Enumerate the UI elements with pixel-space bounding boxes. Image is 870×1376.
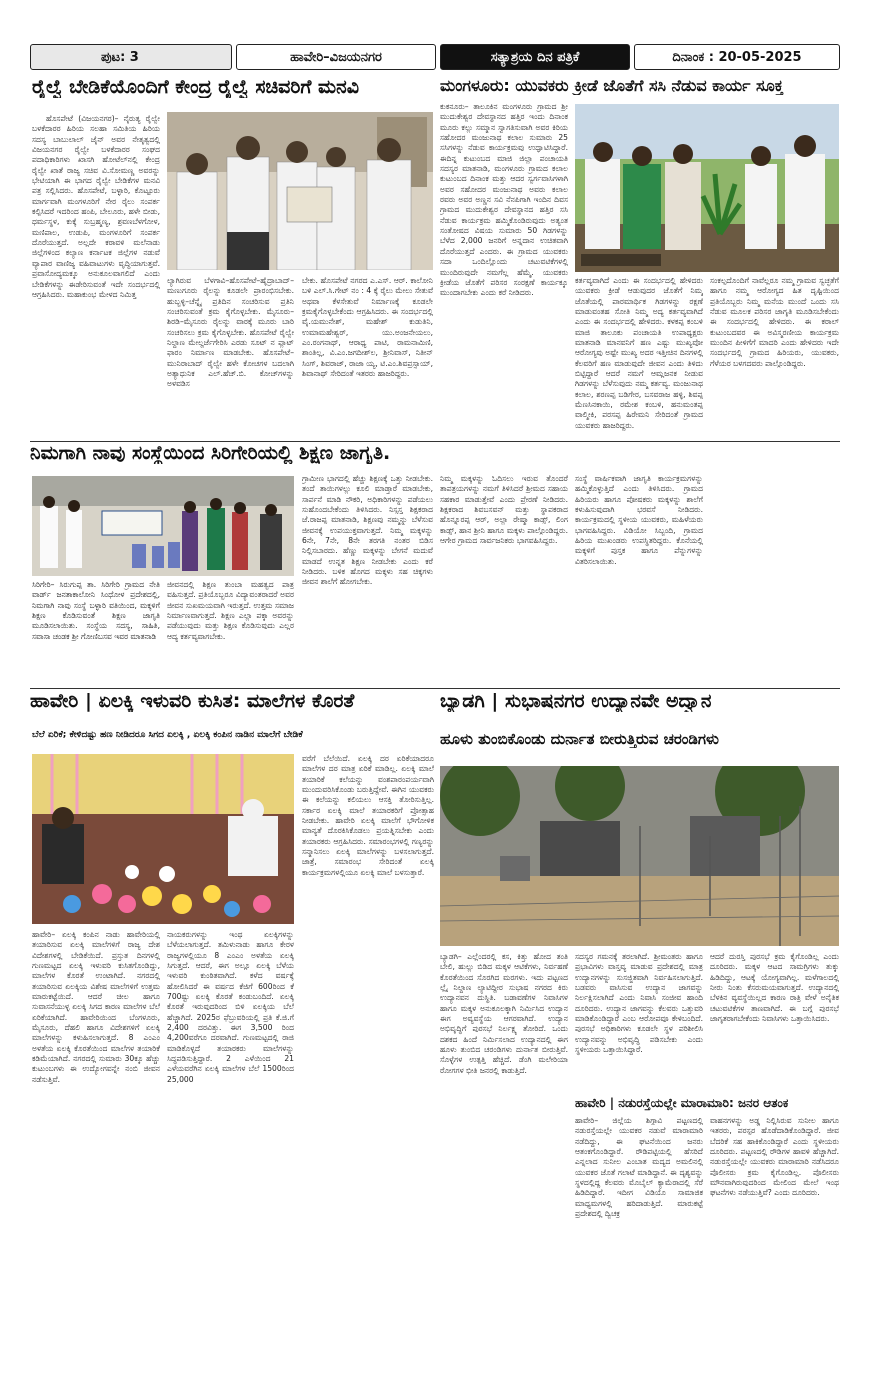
- railway-col-1: ಹೊಸಪೇಟೆ (ವಿಜಯನಗರ)– ನೈರುತ್ಯ ರೈಲ್ವೇ ಬಳಕೆದಾರರ ಹಿರಿಯ ಸಲಹಾ ಸಮಿತಿಯ ಹಿರಿಯ ಸದಸ್ಯ ಬಾಬುಲಾಲ್ ಜೈನ್ ಅವರ ನೇತೃತ್ವದಲ್ಲಿ ವಿಜಯನಗರ ರೈಲ್ವೇ ಬಳಕೆದಾರರ ಸಂಘದ ಪದಾಧಿಕಾರಿಗಳು ಖಾಸಗಿ ಹೋಟೆಲ್‌ನಲ್ಲಿ ಕೇಂದ್ರ ರೈಲ್ವೇ ಖಾತೆ ರಾಜ್ಯ ಸಚಿವ ವಿ.ಸೋಮಣ್ಣ ಅವರನ್ನು ಭೇಟಿಯಾಗಿ ಈ ಭಾಗದ ರೈಲ್ವೇ ಬೇಡಿಕೆಗಳ ಮನವಿ ಪತ್ರ ಸಲ್ಲಿಸಿದರು. ಹೊಸಪೇಟೆ, ಬಳ್ಳಾರಿ, ಕೊಟ್ಟೂರು ಮಾರ್ಗವಾಗಿ ಮಂಗಳೂರಿಗೆ ನೇರ ರೈಲು ಸಂಪರ್ಕ ಕಲ್ಪಿಸಿದರೆ ಇದರಿಂದ ಹಂಪಿ, ಬೇಲೂರು, ಹಳೇ ಬೀಡು, ಧರ್ಮಸ್ಥಳ, ಕುಕ್ಕೆ ಸುಬ್ರಹ್ಮಣ್ಯ, ಶ್ರವಣಬೆಳಗೋಳ, ಮಣಿಪಾಲ, ಉಡುಪಿ, ಮಂಗಳೂರಿಗೆ ಸಂಪರ್ಕ ದೊರೆಯುತ್ತದೆ. ಅಲ್ಲದೇ ಕರಾವಳಿ ಮಲೆನಾಡು ಜಿಲ್ಲೆಗಳಿಂದ ಕಲ್ಯಾಣ ಕರ್ನಾಟಕ ಜಿಲ್ಲೆಗಳ ನಡುವೆ ವ್ಯಾಪಾರ ವಾಣಿಜ್ಯ ವಹಿವಾಟುಗಳು ವೃದ್ಧಿಯಾಗುತ್ತವೆ. ಪ್ರವಾಸೋದ್ಯಮಕ್ಕೂ ಅನುಕೂಲವಾಗಲಿದೆ ಎಂದು ಬೇಡಿಕೆಗಳನ್ನು ಈಡೇರಿಸುವಂತೆ ಇದೇ ಸಂದರ್ಭದಲ್ಲಿ ಆಗ್ರಹಿಸಿದರು. ಮಹಾಕುಂಭ ಮೇಳದ ನಿಮಿತ್ತ: [32, 114, 160, 299]
- education-caption: ಸಿರಿಗೇರಿ– ಸಿರುಗುಪ್ಪ ತಾ. ಸಿರಿಗೇರಿ ಗ್ರಾಮದ ನೇತಿ ವಾರ್ಡ್ ಜನತಾಕಾಲೋನಿ ಸಿಂಧೋಳ ಪ್ರದೇಶದಲ್ಲಿ, ನಿಮಗಾಗಿ ನಾವು ಸಂಸ್ಥೆ ಬಳ್ಳಾರಿ ವತಿಯಿಂದ, ಮಕ್ಕಳಿಗೆ ಶಿಕ್ಷಣ ಕೊಡಿಸುವಂತೆ ಶಿಕ್ಷಣ ಜಾಗೃತಿ ಮೂಡಿಸಲಾಯಿತು. ಸಂಸ್ಥೆಯ ಸದಸ್ಯ, ಸಾಹಿತಿ, ಸವಾಸಾ ಚಂಡಕ ಶ್ರೀ ಗೋಣಿಬಸವ ಇವರ ಮಾತನಾಡಿ: [32, 580, 160, 641]
- railway-photo-illustration: [167, 112, 433, 270]
- issue-date: ದಿನಾಂಕ : 20-05-2025: [634, 44, 840, 70]
- education-col-4: ಸಂಸ್ಥೆ ವಾರ್ಷಿಕವಾಗಿ ಜಾಗೃತಿ ಕಾರ್ಯಕ್ರಮಗಳನ್ನು ಹಮ್ಮಿಕೊಳ್ಳುತ್ತಿದೆ ಎಂದು ತಿಳಿಸಿದರು. ಗ್ರಾಮದ ಹಿರಿಯರು ಹಾಗೂ ಪೋಷಕರು ಮಕ್ಕಳನ್ನು ಶಾಲೆಗೆ ಕಳುಹಿಸುವುದಾಗಿ ಭರವಸೆ ನೀಡಿದರು. ಕಾರ್ಯಕ್ರಮದಲ್ಲಿ ಸ್ಥಳೀಯ ಯುವಕರು, ಮಹಿಳೆಯರು ಭಾಗವಹಿಸಿದ್ದರು. ವಿಡಿಯೋ ಸಿಬ್ಬಂದಿ, ಗ್ರಾಮದ ಹಿರಿಯ ಮುಖಂಡರು ಉಪಸ್ಥಿತರಿದ್ದರು. ಕೊನೆಯಲ್ಲಿ ಮಕ್ಕಳಿಗೆ ಪುಸ್ತಕ ಹಾಗೂ ಪೆನ್ನುಗಳನ್ನು ವಿತರಿಸಲಾಯಿತು.: [575, 474, 703, 566]
- education-col-3: ನಿಮ್ಮ ಮಕ್ಕಳನ್ನು ಓದಿಸಲು ಇರುವ ತೊಂದರೆ ತಾಪತ್ರಯಗಳನ್ನು ನಮಗೆ ತಿಳಿಸಿದರೆ ಶ್ರೀಮದ ಸಹಾಯ ಸಹಕಾರ ಮಾಡುತ್ತೇವೆ ಎಂದು ಪ್ರೇರಣೆ ನೀಡಿದರು. ಶಿಕ್ಷಕರಾದ ಶಿವಬಸವನ್ ಮತ್ತು ಸ್ಥಾಪಕರಾದ ಹೊನ್ನೂರಪ್ಪ ಆರ್, ಅಲ್ಲಾ ರೇಷ್ಮಾ ಕಾಡ್ಸ್, ಲಿಂಗ ಕಾಡ್ಸ್, ಹಾನ ಶ್ರೀನಿ ಹಾಗೂ ಮಕ್ಕಳು ಪಾಲ್ಗೊಂಡಿದ್ದರು. ಆಗೇರ ಗ್ರಾಮದ ಸಾರ್ವಜನಿಕರು ಭಾಗವಹಿಸಿದ್ದರು.: [440, 474, 568, 546]
- flowers-photo: [32, 754, 294, 924]
- byadagi-col-2: ಸದಸ್ಯರ ಗಮನಕ್ಕೆ ತರಲಾಗಿದೆ. ಶ್ರೀಮಂತರು ಹಾಗೂ ಪ್ರಭಾವಿಗಳು ವಾಸ್ತವ್ಯ ಮಾಡುವ ಪ್ರದೇಶದಲ್ಲಿ ಮಾತ್ರ ಉದ್ಯಾನಗಳನ್ನು ಸುಸಜ್ಜಿತವಾಗಿ ನಿರ್ವಹಿಸಲಾಗುತ್ತಿದೆ. ಬಡವರು ವಾಸಿಸುವ ಉದ್ಯಾನ ಜಾಗವನ್ನು ನಿರ್ಲಕ್ಷಿಸಲಾಗಿದೆ ಎಂದು ನಿವಾಸಿ ಸಂಜೀವ ಹಾಂದಿ ದೂರಿದರು. ಉದ್ಯಾನ ಜಾಗವನ್ನು ಕೆಲವರು ಒತ್ತುವರಿ ಮಾಡಿಕೊಂಡಿದ್ದಾರೆ ಎಂಬ ಆರೋಪವೂ ಕೇಳಿಬಂದಿದೆ. ಪುರಸಭೆ ಅಧಿಕಾರಿಗಳು ಕೂಡಲೇ ಸ್ಥಳ ಪರಿಶೀಲಿಸಿ ಉದ್ಯಾನವನ್ನು ಅಭಿವೃದ್ಧಿ ಪಡಿಸಬೇಕು ಎಂದು ಸ್ಥಳೀಯರು ಒತ್ತಾಯಿಸಿದ್ದಾರೆ.: [575, 952, 703, 1055]
- mangaluru-col-2: ಕರ್ತವ್ಯವಾಗಿದೆ ಎಂದು ಈ ಸಂದರ್ಭದಲ್ಲಿ ಹೇಳಿದರು ಯುವಕರು ಕ್ರೀಡೆ ಆಡುವುದರ ಜೊತೆಗೆ ನಿಮ್ಮ ಜೊತೆಯಲ್ಲಿ ಪಾರಮಾರ್ಥಿಕ ಗಿಡಗಳನ್ನು ರಕ್ಷಣೆ ಮಾಡುವಂತಹ ಸೋತಿ ನಿಮ್ಮ ಅದ್ಯ ಕರ್ತವ್ಯವಾಗಿದೆ ಎಂದು ಈ ಸಂದರ್ಭದಲ್ಲಿ ಹೇಳಿದರು. ಕಳಕಪ್ಪ ಕಂಬಳಿ ಮಾಜಿ ತಾಲೂಕು ಪಂಚಾಯತಿ ಉಪಾಧ್ಯಕ್ಷರು ಮಾತನಾಡಿ ಮಾನವನಿಗೆ ಹಣ ಎಷ್ಟು ಮುಖ್ಯವೋ ಆರೋಗ್ಯವು ಅಷ್ಟೇ ಮುಖ್ಯ ಅದರ ಇತ್ತೀಚಿನ ದಿನಗಳಲ್ಲಿ ಕೆಲವರಿಗೆ ಹಣ ಮಾಡುವುದೇ ಜೀವನ ಎಂದು ತಿಳಿದು ಬಿಟ್ಟಿದ್ದಾರೆ ಆದರೆ ನಮಗೆ ಆಮ್ಲಜನಕ ನೀಡುವ ಗಿಡಗಳನ್ನು ಬೆಳೆಸುವುದು ನಮ್ಮ ಕರ್ತವ್ಯ. ಮಂಜುನಾಥ ಕಲಾಲ, ಶರಣಪ್ಪ ಬಡಿಗೇರ, ಬಸವರಾಜ ಹಳ್ಳಿ, ಶಿವಪ್ಪ ಮೆಣಸಿನಕಾಯಿ, ರಮೇಶ ಕಂಬಳಿ, ಹನುಮಂತಪ್ಪ ವಾಲ್ಮೀಕಿ, ಪರಸಪ್ಪ ಹಿರೇಮನಿ ಸೇರಿದಂತೆ ಗ್ರಾಮದ ಯುವಕರು ಹಾಜರಿದ್ದರು.: [575, 276, 703, 430]
- byadagi-photo-illustration: [440, 766, 839, 946]
- shiggaon-headline: ಹಾವೇರಿ | ನಡುರಸ್ತೆಯಲ್ಲೇ ಮಾರಾಮಾರಿ: ಜನರ ಆತಂಕ: [575, 1096, 789, 1110]
- education-col-2: ಗ್ರಾಮೀಣ ಭಾಗದಲ್ಲಿ ಹೆಚ್ಚು ಶಿಕ್ಷಣಕ್ಕೆ ಒತ್ತು ನೀಡಬೇಕು. ತಂದೆ ತಾಯಿಗಳಲ್ಲು ಕೂಲಿ ಮಾಡ್ತಾರೆ ಮಾಡಬೇಕು, ಸಾರ್ಪನೆ ಮಾಡಿ ನೌಕರಿ, ಅಧಿಕಾರಿಗಳನ್ನು ಪಡೆಯಲು ಸುಹೊಂದಬೇಕೆಂದು ತಿಳಿಸಿದರು. ನಿಸ್ಸಸ್ತ ಶಿಕ್ಷಕರಾದ ಜೆ.ರಾಜಪ್ಪ ಮಾತನಾಡಿ, ಶಿಕ್ಷಣವು ನಮ್ಮನ್ನು ಬೆಳೆಸುವ ಜೀವನಕ್ಕೆ ಉಪಯುಕ್ತವಾಗುತ್ತದೆ. ನಿಮ್ಮ ಮಕ್ಕಳನ್ನು 6ನೇ, 7ನೇ, 8ನೇ ತರಗತಿ ನಂತರ ಬಿಡಿಸ ನಿಲ್ಲಿಸಬಾರದು. ಹೆಣ್ಣು ಮಕ್ಕಳನ್ನು ಬೇಗನೆ ಮದುವೆ ಮಾಡದೆ ಉನ್ನತ ಶಿಕ್ಷಣ ನೀಡಬೇಕು ಎಂದು ಕರೆ ನೀಡಿದರು. ಬಳಿಕ ಹೊಗದ ಮಕ್ಕಳು ಸಹ ಚಿಕ್ಕಗಳು ಜೀವನ ಶಾಲೆಗೆ ಹೋಗಬೇಕು.: [302, 474, 433, 587]
- mangaluru-headline: ಮಂಗಳೂರು: ಯುವಕರು ಕ್ರೀಡೆ ಜೊತೆಗೆ ಸಸಿ ನೆಡುವ ಕಾರ್ಯ ಸೂಕ್ತ: [440, 78, 784, 95]
- flowers-col-1: ಹಾವೇರಿ– ಏಲಕ್ಕಿ ಕಂಪಿನ ನಾಡು ಹಾವೇರಿಯಲ್ಲಿ ತಯಾರಿಸುವ ಏಲಕ್ಕಿ ಮಾಲೆಗಳಿಗೆ ರಾಜ್ಯ ದೇಶ ವಿದೇಶಗಳಲ್ಲಿ ಬೇಡಿಕೆಯಿದೆ. ಪ್ರಸ್ತುತ ದಿನಗಳಲ್ಲಿ ಗುಣಮಟ್ಟದ ಏಲಕ್ಕಿ ಇಳುವರಿ ಕುಸಿತಗೊಂಡಿದ್ದು, ಮಾಲೆಗಳ ಕೊರತೆ ಉಂಟಾಗಿದೆ. ನಗರದಲ್ಲಿ ತಯಾರಿಸುವ ಏಲಕ್ಕಿಯ ವಿಶೇಷ ಮಾಲೆಗಳಿಗೆ ಉತ್ತಮ ಮಾರುಕಟ್ಟೆಯಿದೆ. ಆದರೆ ಚೀಲ ಹಾಗೂ ಸುವಾಸನೆಯುಳ್ಳ ಏಲಕ್ಕಿ ಸಿಗದ ಕಾರಣ ಮಾಲೆಗಳ ಬೆಲೆ ಏರಿಕೆಯಾಗಿದೆ. ಹಾವೇರಿಯಿಂದ ಬೆಂಗಳೂರು, ಮೈಸೂರು, ದೆಹಲಿ ಹಾಗೂ ವಿದೇಶಗಳಿಗೆ ಏಲಕ್ಕಿ ಮಾಲೆಗಳನ್ನು ಕಳುಹಿಸಲಾಗುತ್ತದೆ. 8 ಎಂಎಂ ಅಳತೆಯ ಏಲಕ್ಕಿ ಕೊರತೆಯಿಂದ ಮಾಲೆಗಳ ತಯಾರಿಕೆ ಕಡಿಮೆಯಾಗಿದೆ. ನಗರದಲ್ಲಿ ಸುಮಾರು 30ಕ್ಕೂ ಹೆಚ್ಚು ಕುಟುಂಬಗಳು ಈ ಉದ್ಯೋಗವನ್ನೇ ನಂಬಿ ಜೀವನ ನಡೆಸುತ್ತಿವೆ.: [32, 930, 160, 1084]
- page-number: ಪುಟ: 3: [30, 44, 232, 70]
- education-photo: [32, 476, 294, 576]
- flowers-photo-illustration: [32, 754, 294, 924]
- railway-col-3: ಬೇಕು. ಹೊಸಪೇಟೆ ನಗರದ ಎ.ಎಸ್. ಆರ್. ಕಾಲೋನಿ ಬಳಿ ಎಲ್.ಸಿ.ಗೇಟ್ ನಂ : 4 ಕ್ಕೆ ರೈಲು ಮೇಲು ಸೇತುವೆ ಅಥವಾ ಕೆಳಸೇತುವೆ ನಿರ್ಮಾಣಕ್ಕೆ ಕೂಡಲೇ ಕ್ರಮಕೈಗೊಳ್ಳಬೇಕೆಂದು ಆಗ್ರಹಿಸಿದರು. ಈ ಸಂದರ್ಭದಲ್ಲಿ ವೈ.ಯಮುನೇಶ್, ಮಹೇಶ್ ಕುಡುತಿನಿ, ಉಮಾಮಹೇಶ್ವರ್, ಯು.ಅಂಜನೇಯಲು, ಎಂ.ರಂಗನಾಥ್, ಆರಾಧ್ಯ ಪಾಟಿ, ರಾಮನಾಮಿಣಿ, ಶಾಂತಿಲ್ಲ, ವಿ.ಎಂ.ಜಗದೀಶ್‌ಲ, ಶ್ರೀನಿವಾಸ್, ನಿತೀನ್ ಸಿಂಗ್, ಶಿವರಾಜ್, ರಾಜಾ ಯ್ಯ, ಟಿ.ಎಂ.ಶಿವಪ್ರಸ್ಸಾಯ್, ಶಿವಾನಾಥ್ ಸೇರಿದಂತೆ ಇತರರು ಹಾಜರಿದ್ದರು.: [302, 276, 433, 379]
- railway-headline: ರೈಲ್ವೆ ಬೇಡಿಕೆಯೊಂದಿಗೆ ಕೇಂದ್ರ ರೈಲ್ವೆ ಸಚಿವರಿಗೆ ಮನವಿ: [32, 78, 359, 98]
- byadagi-headline: ಬ್ಯಾಡಗಿ | ಸುಭಾಷನಗರ ಉದ್ಯಾನವೇ ಅದ್ವಾನ: [440, 692, 712, 712]
- flowers-headline: ಹಾವೇರಿ | ಏಲಕ್ಕಿ ಇಳುವರಿ ಕುಸಿತ: ಮಾಲೆಗಳ ಕೊರತೆ: [30, 692, 355, 712]
- mangaluru-photo: [575, 104, 839, 272]
- shiggaon-col-2: ವಾಹನಗಳನ್ನು ಅಡ್ಡ ನಿಲ್ಲಿಸಿರುವ ಸುನೀಲ ಹಾಗೂ ಇತರರು, ಪರಸ್ಪರ ಹೊಡೆದಾಡಿಕೊಂಡಿದ್ದಾರೆ. ಜೀವ ಬೆದರಿಕೆ ಸಹ ಹಾಕಿಕೊಂಡಿದ್ದಾರೆ ಎಂದು ಸ್ಥಳೀಯರು ದೂರಿದರು. ಪಟ್ಟಣದಲ್ಲಿ ರೌಡಿಗಳ ಹಾವಳಿ ಹೆಚ್ಚಾಗಿದೆ. ನಡುರಸ್ತೆಯಲ್ಲೇ ಯುವಕರು ಮಾರಾಮಾರಿ ನಡೆಸಿದರೂ ಪೊಲೀಸರು ಕ್ರಮ ಕೈಗೊಂಡಿಲ್ಲ. ಪೊಲೀಸರು ಮೌನವಾಗಿರುವುದರಿಂದ ಮೇಲಿಂದ ಮೇಲೆ ಇಂಥ ಘಟನೆಗಳು ನಡೆಯುತ್ತಿವೆ? ಎಂದು ದೂರಿದರು.: [710, 1116, 839, 1198]
- byadagi-col-3: ಆದರೆ ದುರಸ್ತಿ ಪುರಸಭೆ ಕ್ರಮ ಕೈಗೊಂಡಿಲ್ಲ ಎಂದು ದೂರಿದರು. ಮಕ್ಕಳ ಆಟದ ಸಾಮಗ್ರಿಗಳು ತುಕ್ಕು ಹಿಡಿದಿದ್ದು, ಆಟಕ್ಕೆ ಯೋಗ್ಯವಾಗಿಲ್ಲ. ಮಳೆಗಾಲದಲ್ಲಿ ನೀರು ನಿಂತು ಕೆಸರುಮಯವಾಗುತ್ತದೆ. ಉದ್ಯಾನದಲ್ಲಿ ಬೆಳಕಿನ ವ್ಯವಸ್ಥೆಯಿಲ್ಲದ ಕಾರಣ ರಾತ್ರಿ ವೇಳೆ ಅನೈತಿಕ ಚಟುವಟಿಕೆಗಳ ತಾಣವಾಗಿದೆ. ಈ ಬಗ್ಗೆ ಪುರಸಭೆ ಜಾಗೃತರಾಗಬೇಕೆಂದು ನಿವಾಸಿಗಳು ಒತ್ತಾಯಿಸಿದರು.: [710, 952, 839, 1024]
- mangaluru-col-1: ಕುಕನೂರು– ತಾಲೂಕಿನ ಮಂಗಳೂರು ಗ್ರಾಮದ ಶ್ರೀ ಮುದುಕೇಶ್ವರ ದೇವಸ್ಥಾನದ ಹತ್ತಿರ ಇಂದು ದಿನಾಂಕ ಮೂರು ಕಲ್ಲು ಸಮ್ಮಾನ ಸ್ವಾಗತಿಸುವಾಗಿ ಅವರ ಕಿರಿಯ ಸಹೋದರ ಮಂಜುನಾಥ ಕಲಾಲ ಸುಮಾರು 25 ಸಸಿಗಳನ್ನು ನೆಡುವ ಕಾರ್ಯಕ್ರಮವು ಉದ್ಘಾಟಿಸಿದ್ದಾರೆ. ಈದಿನ್ನ ಕುಟುಂಬದ ಮಾಜಿ ಜಿಲ್ಲಾ ಪಂಚಾಯತಿ ಸದಸ್ಯರ ಮಾತನಾಡಿ, ಮಂಗಳೂರು ಗ್ರಾಮದ ಕಲಾಲ ಕುಟುಂಬದ ದಿನಾಂಕ ಮತ್ತು ಆದರ ಸ್ವರ್ಗವಾಸಿಗಳಾಗಿ ಅವರ ಸಹೋದರ ಮಂಜುನಾಥ ಅವರು ಕಲಾಲ ರವರು ಅವರ ಅಣ್ಣನ ಸವಿ ನೆನಪಿಗಾಗಿ ಇಂದಿನ ದಿವಸ ಗ್ರಾಮದ ಮುದುಕೇಶ್ವರ ದೇವಸ್ಥಾನದ ಹತ್ತಿರ ಸಸಿ ನೆಡುವ ಕಾರ್ಯಕ್ರಮ ಹಮ್ಮಿಕೊಂಡಿರುವುದು ಅತ್ಯಂತ ಸಂತೋಷದ ವಿಷಯ ಸುಮಾರು 50 ಗಿಡಗಳನ್ನು ಬೆಳೆದ 2,000 ಜನರಿಗೆ ಅನ್ನದಾನ ಉಚಿತವಾಗಿ ದೊರೆಯುತ್ತದೆ ಎಂದರು. ಈ ಗ್ರಾಮದ ಯುವಕರು ಸದಾ ಒಂದಿಲ್ಲೊಂದು ಚಟುವಟಿಕೆಗಳಲ್ಲಿ ಮುಂದಿರುವುದೇ ನಮಗೆಲ್ಲ ಹೆಮ್ಮೆ. ಯುವಕರು ಕ್ರೀಡೆಯ ಜೊತೆಗೆ ಪರಿಸರ ಸಂರಕ್ಷಣೆ ಕಾರ್ಯಕ್ಕೂ ಮುಂದಾಗಬೇಕು ಎಂದು ಕರೆ ನೀಡಿದರು.: [440, 102, 568, 298]
- flowers-col-2: ನಾಯಕರುಗಳನ್ನು ಇಂಥ ಏಲಕ್ಕಿಗಳನ್ನು ಬೆಳೆಯಲಾಗುತ್ತದೆ. ತಮಿಳುನಾಡು ಹಾಗೂ ಕೇರಳ ರಾಜ್ಯಗಳಲ್ಲಿಯೂ 8 ಎಂಎಂ ಅಳತೆಯ ಏಲಕ್ಕಿ ಸಿಗುತ್ತದೆ. ಆದರೆ, ಈಗ ಅಲ್ಲೂ ಏಲಕ್ಕಿ ಬೆಳೆಯ ಇಳುವರಿ ಕುಂಠಿತವಾಗಿದೆ. ಕಳೆದ ವರ್ಷಕ್ಕೆ ಹೋಲಿಸಿದರೆ ಈ ವರ್ಷದ ಕೆಜಿಗೆ 600ರಿಂದ ಕೆ 700ಷ್ಟು ಏಲಕ್ಕಿ ಕೊರತೆ ಕಂಡುಬಂದಿದೆ. ಏಲಕ್ಕಿ ಕೊರತೆ ಇರುವುದರಿಂದ ಬಿಳಿ ಏಲಕ್ಕಿಯ ಬೆಲೆ ಹೆಚ್ಚಾಗಿದೆ. 2025ರ ಫೆಬ್ರುವರಿಯಲ್ಲಿ ಪ್ರತಿ ಕೆ.ಜಿ.ಗೆ 2,400 ದರವಿತ್ತು. ಈಗ 3,500 ರಿಂದ 4,200ವರೆಗೂ ದರವಾಗಿದೆ. ಗುಣಮಟ್ಟದಲ್ಲಿ ರಾಜಿ ಮಾಡಿಕೊಳ್ಳದೆ ತಯಾರಕರು ಮಾಲೆಗಳನ್ನು ಸಿದ್ಧಪಡಿಸುತ್ತಿದ್ದಾರೆ. 2 ಎಳೆಯಿಂದ 21 ಎಳೆಯವರೆಗಿನ ಏಲಕ್ಕಿ ಮಾಲೆಗಳ ಬೆಲೆ 1500ರಿಂದ 25,000: [167, 930, 294, 1084]
- mangaluru-photo-illustration: [575, 104, 839, 272]
- railway-photo: [167, 112, 433, 270]
- flowers-col-3: ವರೆಗೆ ಬೆಲೆಯಿದೆ. ಏಲಕ್ಕಿ ದರ ಏರಿಕೆಯಾದರೂ ಮಾಲೆಗಳ ದರ ಮಾತ್ರ ಏರಿಕೆ ಮಾಡಿಲ್ಲ. ಏಲಕ್ಕಿ ಮಾಲೆ ತಯಾರಿಕೆ ಕಲೆಯನ್ನು ವಂಶಪಾರಂಪರ್ಯವಾಗಿ ಮುಂದುವರಿಸಿಕೊಂಡು ಬರುತ್ತಿದ್ದೇವೆ. ಈಗಿನ ಯುವಕರು ಈ ಕಲೆಯನ್ನು ಕಲಿಯಲು ಆಸಕ್ತಿ ತೋರಿಸುತ್ತಿಲ್ಲ. ಸರ್ಕಾರ ಏಲಕ್ಕಿ ಮಾಲೆ ತಯಾರಕರಿಗೆ ಪ್ರೋತ್ಸಾಹ ನೀಡಬೇಕು. ಹಾವೇರಿ ಏಲಕ್ಕಿ ಮಾಲೆಗೆ ಭೌಗೋಳಿಕ ಮಾನ್ಯತೆ ದೊರಕಿಸಿಕೊಡಲು ಪ್ರಯತ್ನಿಸಬೇಕು ಎಂದು ತಯಾರಕರು ಆಗ್ರಹಿಸಿದರು. ಸಮಾರಂಭಗಳಲ್ಲಿ ಗಣ್ಯರನ್ನು ಸನ್ಮಾನಿಸಲು ಏಲಕ್ಕಿ ಮಾಲೆಗಳನ್ನು ಬಳಸಲಾಗುತ್ತದೆ. ಜಾತ್ರೆ, ಸಮಾರಂಭ ಸೇರಿದಂತೆ ಏಲಕ್ಕಿ ಕಾರ್ಯಕ್ರಮಗಳಲ್ಲಿಯೂ ಏಲಕ್ಕಿ ಮಾಲೆ ಬಳಸುತ್ತಾರೆ.: [302, 754, 434, 877]
- byadagi-subhead: ಹೂಳು ತುಂಬಿಕೊಂಡು ದುರ್ನಾತ ಬೀರುತ್ತಿರುವ ಚರಂಡಿಗಳು: [440, 730, 719, 748]
- newspaper-name: ಸತ್ಯಾಶ್ರಯ ದಿನ ಪತ್ರಿಕೆ: [440, 44, 630, 70]
- railway-col-2: ಲ್ಯಾಗಿರುವ ಬೆಳಗಾವಿ–ಹೊಸಪೇಟೆ–ಹೈದ್ರಾಬಾದ್–ಮಣುಗೂರು ರೈಲನ್ನು ಕೂಡಲೇ ಪ್ರಾರಂಭಿಸಬೇಕು. ಹುಬ್ಬಳ್ಳಿ–ಚೆನ್ನೈ ಪ್ರತಿದಿನ ಸಂಚರಿಸುವ ಪ್ರತಿನಿ ಸಂಚರಿಸುವಂತೆ ಕ್ರಮ ಕೈಗೊಳ್ಳಬೇಕು. ಮೈಸೂರು–ಶಿರಡಿ–ಮೈಸೂರು ರೈಲನ್ನು ವಾರಕ್ಕೆ ಮೂರು ಬಾರಿ ಸಂಚರಿಸಲು ಕ್ರಮ ಕೈಗೊಳ್ಳಬೇಕು. ಹೊಸಪೇಟೆ ರೈಲ್ವೇ ನಿಲ್ದಾಣ ಮೇಲ್ದರ್ಜೆಗೇರಿಸಿ ಎರಡು ಸೂಟ್‌ ನ ಪ್ಲಾಟ್ ಫಾರಂ ನಿರ್ಮಾಣ ಮಾಡಬೇಕು. ಹೊಸಪೇಟೆ–ಮುನಿರಾಬಾದ್ ರೈಲ್ವೇ ಹಳೇ ಕೋಚಗಳ ಬದಲಾಗಿ ಅತ್ಯಾಧುನಿಕ ಎಲ್.ಹೆಚ್.ಬಿ. ಕೋಚ್‌ಗಳನ್ನು ಅಳವಡಿಸ: [167, 276, 294, 389]
- section-divider: [30, 441, 840, 442]
- flowers-subhead: ಬೆಲೆ ಏರಿಕೆ; ಕೇಳಿದಷ್ಟು ಹಣ ನೀಡಿದರೂ ಸಿಗದ ಏಲಕ್ಕಿ , ಏಲಕ್ಕಿ ಕಂಪಿನ ನಾಡಿನ ಮಾಲೆಗೆ ಬೇಡಿಕೆ: [32, 730, 303, 740]
- byadagi-col-1: ಬ್ಯಾಡಗಿ– ಎಲ್ಲೆಂದರಲ್ಲಿ ಕಸ, ಕಿತ್ತು ಹೋದ ತಂತಿ ಬೇಲಿ, ಹುಲ್ಲು ಬಿಡಿದ ಮಕ್ಕಳ ಆಟಿಕೆಗಳು, ನಿರ್ವಹಣೆ ಕೊರತೆಯಿಂದ ಸೊರಗಿದ ಮರಗಳು. ಇದು ಪಟ್ಟಣದ ಲ್ಲೈ ನಿಲ್ದಾಣ ಲ್ಯಾಟಿದ್ದೀರ ಸುಭಾಷ ನಗರದ ಕಿರು ಉದ್ಯಾನವನ ದುಸ್ಥಿತಿ. ಬಡಾವಣೆಗಳ ನಿವಾಸಿಗಳ ಹಾಗೂ ಮಕ್ಕಳ ಅನುಕೂಲಕ್ಕಾಗಿ ನಿರ್ಮಿಸಿದ ಉದ್ಯಾನ ಈಗ ಅವ್ಯವಸ್ಥೆಯ ಆಗರವಾಗಿದೆ. ಉದ್ಯಾನ ಅಭಿವೃದ್ಧಿಗೆ ಪುರಸಭೆ ನಿರ್ಲಕ್ಷ್ಯ ತೋರಿದೆ. ಒಂದು ದಶಕದ ಹಿಂದೆ ನಿರ್ಮಿಸಲಾದ ಉದ್ಯಾನದಲ್ಲಿ ಈಗ ಹೂಳು ತುಂಬಿದ ಚರಂಡಿಗಳು ದುರ್ನಾತ ಬೀರುತ್ತಿವೆ. ಸೊಳ್ಳೆಗಳ ಉತ್ಪತ್ತಿ ಹೆಚ್ಚಿದೆ. ಡೆಂಗಿ ಮಲೇರಿಯಾ ರೋಗಗಳ ಭೀತಿ ಜನರಲ್ಲಿ ಕಾಡುತ್ತಿದೆ.: [440, 952, 568, 1075]
- education-headline: ನಿಮಗಾಗಿ ನಾವು ಸಂಸ್ಥೆಯಿಂದ ಸಿರಿಗೇರಿಯಲ್ಲಿ ಶಿಕ್ಷಣ ಜಾಗೃತಿ.: [30, 444, 391, 464]
- shiggaon-col-1: ಹಾವೇರಿ– ಜಿಲ್ಲೆಯ ಶಿಗ್ಗಾವಿ ಪಟ್ಟಣದಲ್ಲಿ ನಡುರಸ್ತೆಯಲ್ಲೇ ಯುವಕರ ನಡುವೆ ಮಾರಾಮಾರಿ ನಡೆದಿದ್ದು, ಈ ಘಟನೆಯಿಂದ ಜನರು ಆತಂಕಗೊಂಡಿದ್ದಾರೆ. ರೌಡಿಪಟ್ಟಿಯಲ್ಲಿ ಹೆಸರಿದೆ ಎನ್ನಲಾದ ಸುನೀಲ ಎಂಬಾತ ಮದ್ಯದ ಅಮಲಿನಲ್ಲಿ ಯುವಕರ ಜೊತೆ ಗಲಾಟೆ ಮಾಡಿದ್ದಾನೆ. ಈ ದೃಶ್ಯವನ್ನು ಸ್ಥಳದಲ್ಲಿದ್ದ ಕೆಲವರು ಮೊಬೈಲ್ ಕ್ಯಾಮೆರಾದಲ್ಲಿ ಸೆರೆ ಹಿಡಿದಿದ್ದಾರೆ. ಇದೀಗ ವಿಡಿಯೊ ಸಾಮಾಜಿಕ ಮಾಧ್ಯಮಗಳಲ್ಲಿ ಹರಿದಾಡುತ್ತಿದೆ. ಮಾರುಕಟ್ಟೆ ಪ್ರದೇಶದಲ್ಲಿ ದ್ವಿಚಕ್ರ: [575, 1116, 703, 1219]
- edition-place: ಹಾವೇರಿ–ವಿಜಯನಗರ: [236, 44, 436, 70]
- byadagi-photo: [440, 766, 839, 946]
- section-divider: [30, 688, 840, 689]
- education-photo-illustration: [32, 476, 294, 576]
- masthead: [30, 44, 840, 70]
- mangaluru-col-3: ಸಂಕಲ್ಪದೊಂದಿಗೆ ನಾವೆಲ್ಲರೂ ನಮ್ಮ ಗ್ರಾಮವ ಸ್ವಚ್ಛತೆಗೆ ಹಾಗೂ ನಮ್ಮ ಆರೋಗ್ಯದ ಹಿತ ದೃಷ್ಟಿಯಿಂದ ಪ್ರತಿಯೊಬ್ಬರು ನಿಮ್ಮ ಮನೆಯ ಮುಂದೆ ಒಂದು ಸಸಿ ನೆಡುವ ಮೂಲಕ ಪರಿಸರ ಜಾಗೃತಿ ಮೂಡಿಸಬೇಕೆಂದು ಈ ಸಂದರ್ಭದಲ್ಲಿ ಹೇಳಿದರು. ಈ ಕರಾಲ್ ಕುಟುಂಬದವರ ಈ ಅವಿಸ್ಮರಣೀಯ ಕಾರ್ಯಕ್ರಮ ಮುಂದಿನ ಪೀಳಿಗೆಗೆ ಮಾದರಿ ಎಂದು ಹೇಳಿದರು ಇದೇ ಸಂದರ್ಭದಲ್ಲಿ ಗ್ರಾಮದ ಹಿರಿಯರು, ಯುವಕರು, ಗೆಳೆಯರ ಬಳಗದವರು ಪಾಲ್ಗೊಂಡಿದ್ದರು.: [710, 276, 839, 368]
- education-col-1: ಜೀವನದಲ್ಲಿ ಶಿಕ್ಷಣ ತುಂಬಾ ಮಹತ್ವದ ಪಾತ್ರ ವಹಿಸುತ್ತದೆ. ಪ್ರತಿಯೊಬ್ಬರೂ ವಿದ್ಯಾವಂತರಾದರೆ ಅವರ ಜೀವನ ಸುಖಮಯವಾಗಿ ಇರುತ್ತದೆ. ಉತ್ತಮ ಸಮಾಜ ನಿರ್ಮಾಣವಾಗುತ್ತದೆ. ಶಿಕ್ಷಣ ಎಲ್ಲಾ ಪಕ್ಕಾ ಅವರನ್ನು ಪಡೆಯುವುದು ಮತ್ತು ಶಿಕ್ಷಣ ಕೊಡಿಸುವುದು ಎಲ್ಲರ ಆದ್ಯ ಕರ್ತವ್ಯವಾಗಬೇಕು.: [167, 580, 294, 641]
